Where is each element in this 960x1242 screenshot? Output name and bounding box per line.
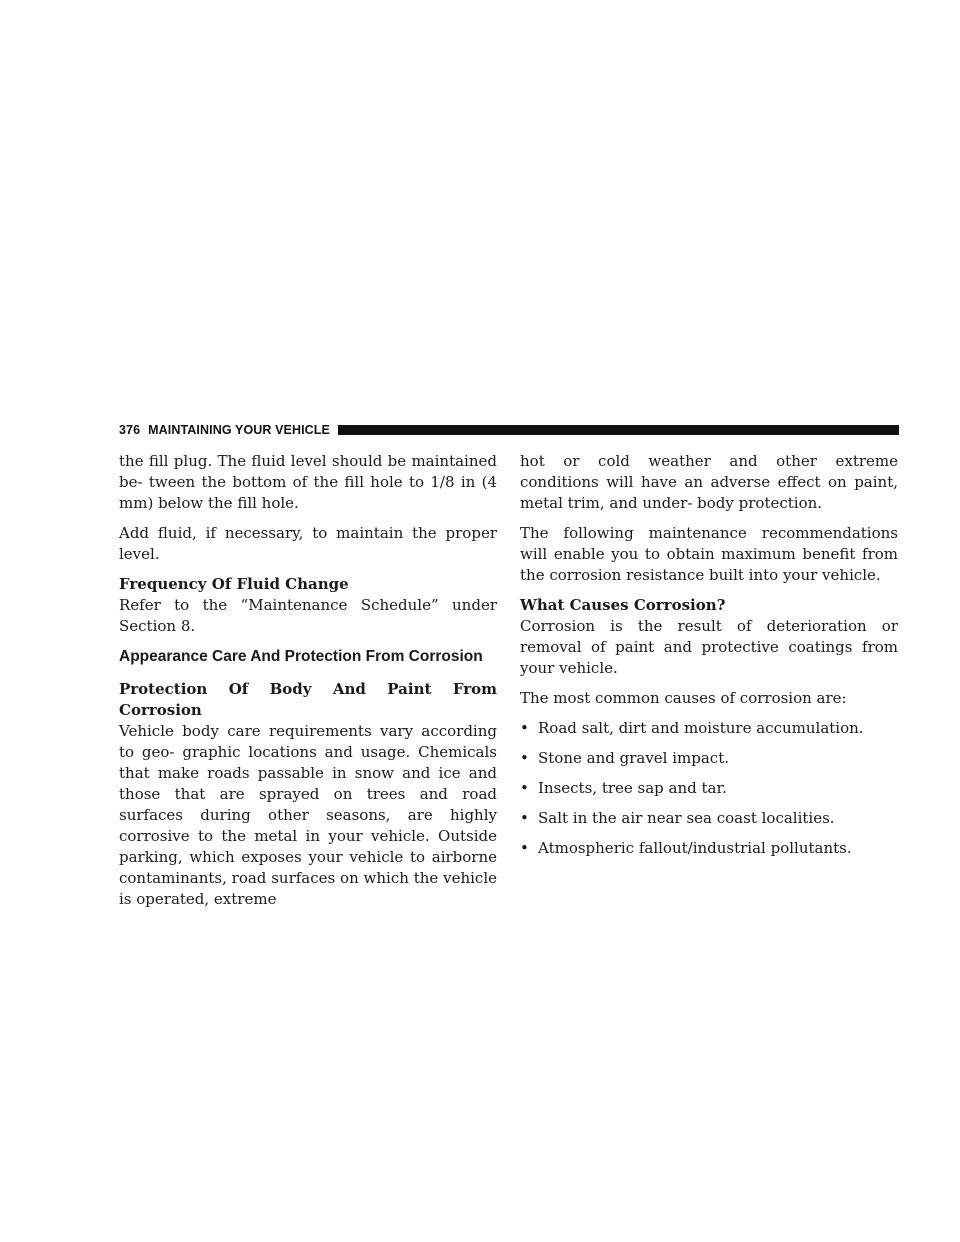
- paragraph: Vehicle body care requirements vary according to geo- graphic locations and usage. Chemicals that make roads passable in snow and ice and those that are sprayed on trees and road surfaces during other seasons, are highly corrosive to the metal in your vehicle. Outside parking, which exposes your vehicle to airborne contaminants, road surfaces on which the vehicle is operated, extreme: [119, 722, 497, 908]
- section-heading: Appearance Care And Protection From Corrosion: [119, 648, 483, 665]
- subheading-fluid-change: Frequency Of Fluid Change: [119, 575, 349, 593]
- page-header: [119, 421, 899, 439]
- chapter-title: MAINTAINING YOUR VEHICLE: [148, 423, 330, 437]
- header-rule: [338, 425, 899, 435]
- page-number: 376: [119, 423, 141, 437]
- right-column: [520, 451, 898, 868]
- causes-list: [520, 718, 898, 859]
- paragraph: The most common causes of corrosion are:: [520, 689, 847, 707]
- subheading-causes: What Causes Corrosion?: [520, 596, 726, 614]
- bullet-icon: •: [520, 809, 529, 827]
- bullet-icon: •: [520, 839, 529, 857]
- bullet-icon: •: [520, 719, 529, 737]
- paragraph: Corrosion is the result of deterioration or removal of paint and protective coatings from your vehicle.: [520, 617, 898, 677]
- paragraph: the fill plug. The fluid level should be maintained be- tween the bottom of the fill hole to 1/8 in (4 mm) below the fill hole.: [119, 452, 497, 512]
- list-item: • Salt in the air near sea coast localities.: [520, 809, 835, 827]
- bullet-icon: •: [520, 749, 529, 767]
- paragraph: Refer to the “Maintenance Schedule” under Section 8.: [119, 596, 497, 635]
- paragraph: The following maintenance recommendations will enable you to obtain maximum benefit from the corrosion resistance built into your vehicle.: [520, 524, 898, 584]
- paragraph: Add fluid, if necessary, to maintain the proper level.: [119, 524, 497, 563]
- list-item: • Stone and gravel impact.: [520, 749, 730, 767]
- bullet-icon: •: [520, 779, 529, 797]
- list-item: • Road salt, dirt and moisture accumulation.: [520, 719, 864, 737]
- paragraph: hot or cold weather and other extreme conditions will have an adverse effect on paint, metal trim, and under- body protection.: [520, 452, 898, 512]
- subheading-body-paint: Protection Of Body And Paint From Corrosion: [119, 680, 497, 719]
- list-item: • Insects, tree sap and tar.: [520, 779, 727, 797]
- left-column: [119, 451, 497, 919]
- list-item: • Atmospheric fallout/industrial pollutants.: [520, 839, 852, 857]
